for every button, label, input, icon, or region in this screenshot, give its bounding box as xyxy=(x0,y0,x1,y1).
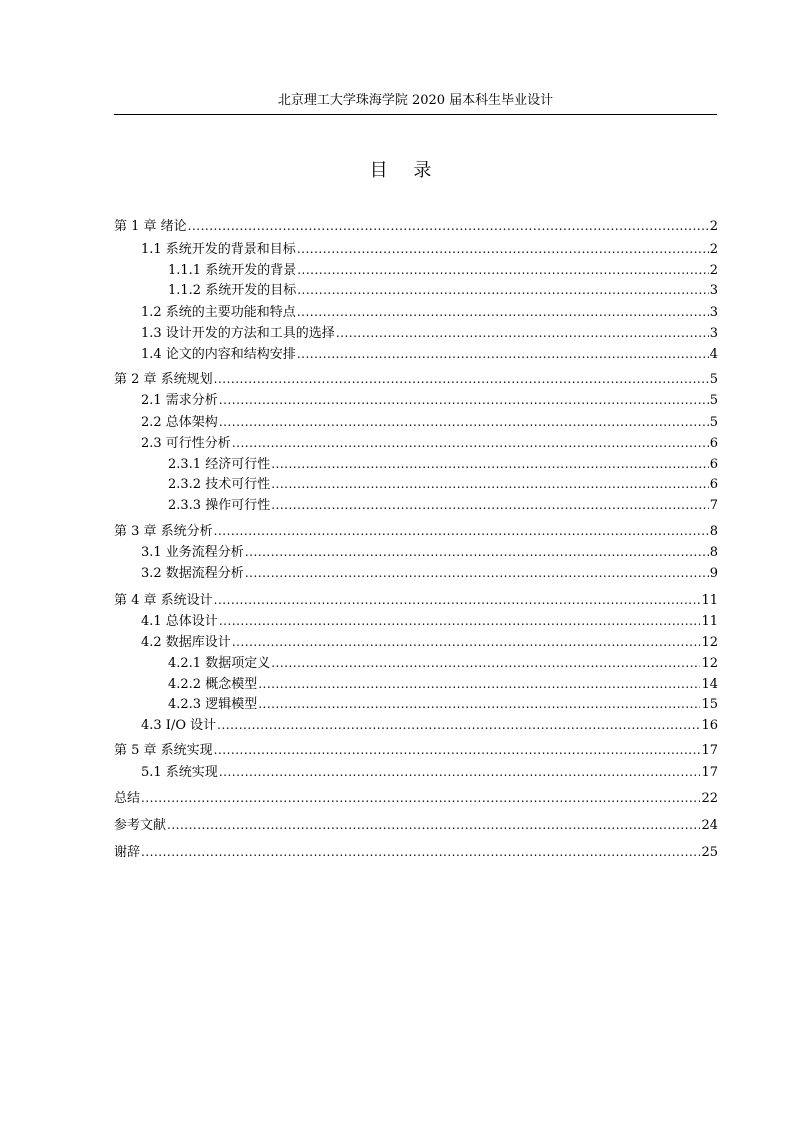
toc-page-number: 3 xyxy=(709,326,718,341)
toc-entry[interactable] xyxy=(114,740,718,760)
toc-entry-label: 4.2.3 逻辑模型 xyxy=(168,697,258,712)
toc-entry-label: 第 3 章 系统分析 xyxy=(114,524,213,539)
toc-dot-leader xyxy=(214,740,701,760)
toc-dot-leader xyxy=(297,239,709,259)
toc-page-number: 12 xyxy=(701,635,718,650)
toc-page-number: 9 xyxy=(709,566,718,581)
toc-entry[interactable] xyxy=(141,302,718,322)
toc-page-number: 5 xyxy=(709,393,718,408)
toc-dot-leader xyxy=(141,788,700,808)
toc-dot-leader xyxy=(258,674,700,694)
toc-entry[interactable] xyxy=(114,521,718,541)
toc-page-number: 6 xyxy=(709,457,718,472)
toc-entry[interactable] xyxy=(141,611,718,631)
toc-entry-label: 1.2 系统的主要功能和特点 xyxy=(141,305,296,320)
toc-page-number: 3 xyxy=(709,305,718,320)
toc-dot-leader xyxy=(141,842,700,862)
toc-entry[interactable] xyxy=(168,260,718,280)
toc-dot-leader xyxy=(297,260,709,280)
toc-entry-label: 4.3 I/O 设计 xyxy=(141,718,217,733)
toc-dot-leader xyxy=(271,474,709,494)
toc-dot-leader xyxy=(214,369,709,389)
toc-page-number: 4 xyxy=(709,347,718,362)
toc-entry[interactable] xyxy=(114,815,718,835)
toc-page-number: 3 xyxy=(709,283,718,298)
toc-dot-leader xyxy=(297,344,709,364)
toc-page-number: 8 xyxy=(709,545,718,560)
toc-entry[interactable] xyxy=(141,433,718,453)
toc-page-number: 12 xyxy=(701,656,718,671)
toc-title: 目 录 xyxy=(369,160,442,181)
toc-entry-label: 2.3.3 操作可行性 xyxy=(168,498,271,513)
toc-entry-label: 4.2 数据库设计 xyxy=(141,635,231,650)
toc-page-number: 22 xyxy=(701,791,718,806)
toc-entry[interactable] xyxy=(141,412,718,432)
toc-dot-leader xyxy=(245,563,709,583)
toc-entry[interactable] xyxy=(141,239,718,259)
toc-dot-leader xyxy=(297,280,709,300)
toc-page-number: 2 xyxy=(709,242,718,257)
toc-dot-leader xyxy=(297,302,709,322)
toc-entry[interactable] xyxy=(141,344,718,364)
toc-dot-leader xyxy=(271,454,709,474)
toc-entry-label: 3.2 数据流程分析 xyxy=(141,566,244,581)
toc-entry[interactable] xyxy=(168,280,718,300)
toc-entry[interactable] xyxy=(141,542,718,562)
toc-page-number: 11 xyxy=(701,593,718,608)
toc-entry-label: 1.3 设计开发的方法和工具的选择 xyxy=(141,326,335,341)
toc-dot-leader xyxy=(188,216,709,236)
toc-page-number: 6 xyxy=(709,477,718,492)
toc-entry-label: 2.2 总体架构 xyxy=(141,415,218,430)
toc-entry-label: 1.4 论文的内容和结构安排 xyxy=(141,347,296,362)
toc-page-number: 7 xyxy=(709,498,718,513)
toc-entry-label: 2.3.2 技术可行性 xyxy=(168,477,271,492)
toc-dot-leader xyxy=(219,611,701,631)
toc-dot-leader xyxy=(258,694,700,714)
toc-entry[interactable] xyxy=(168,653,718,673)
toc-entry[interactable] xyxy=(114,842,718,862)
toc-entry-label: 4.2.2 概念模型 xyxy=(168,677,258,692)
toc-dot-leader xyxy=(245,542,709,562)
toc-entry-label: 2.1 需求分析 xyxy=(141,393,218,408)
toc-entry-label: 谢辞 xyxy=(114,845,141,860)
toc-entry-label: 总结 xyxy=(114,791,141,806)
toc-entry-label: 第 2 章 系统规划 xyxy=(114,372,213,387)
toc-entry-label: 4.1 总体设计 xyxy=(141,614,218,629)
toc-dot-leader xyxy=(214,590,701,610)
toc-page-number: 2 xyxy=(709,263,718,278)
toc-page-number: 11 xyxy=(701,614,718,629)
toc-dot-leader xyxy=(336,323,709,343)
toc-entry-label: 1.1 系统开发的背景和目标 xyxy=(141,242,296,257)
toc-entry-label: 第 4 章 系统设计 xyxy=(114,593,213,608)
toc-page-number: 15 xyxy=(701,697,718,712)
toc-entry[interactable] xyxy=(114,216,718,236)
toc-dot-leader xyxy=(271,653,700,673)
toc-page-number: 17 xyxy=(701,743,718,758)
toc-entry[interactable] xyxy=(141,323,718,343)
toc-entry[interactable] xyxy=(141,390,718,410)
toc-entry[interactable] xyxy=(168,694,718,714)
toc-entry-label: 3.1 业务流程分析 xyxy=(141,545,244,560)
toc-page-number: 24 xyxy=(701,818,718,833)
toc-entry[interactable] xyxy=(114,590,718,610)
toc-entry-label: 1.1.2 系统开发的目标 xyxy=(168,283,297,298)
toc-entry[interactable] xyxy=(114,369,718,389)
toc-page-number: 14 xyxy=(701,677,718,692)
toc-entry[interactable] xyxy=(168,674,718,694)
toc-entry-label: 1.1.1 系统开发的背景 xyxy=(168,263,297,278)
toc-dot-leader xyxy=(271,495,709,515)
toc-page-number: 17 xyxy=(701,765,718,780)
toc-dot-leader xyxy=(219,390,709,410)
toc-entry[interactable] xyxy=(141,762,718,782)
toc-entry[interactable] xyxy=(168,474,718,494)
toc-dot-leader xyxy=(217,715,700,735)
toc-page-number: 8 xyxy=(709,524,718,539)
toc-entry-label: 参考文献 xyxy=(114,818,167,833)
toc-entry-label: 2.3.1 经济可行性 xyxy=(168,457,271,472)
toc-entry[interactable] xyxy=(168,495,718,515)
toc-entry-label: 5.1 系统实现 xyxy=(141,765,218,780)
toc-dot-leader xyxy=(232,632,701,652)
toc-entry-label: 第 1 章 绪论 xyxy=(114,219,187,234)
toc-dot-leader xyxy=(167,815,700,835)
toc-entry-label: 4.2.1 数据项定义 xyxy=(168,656,271,671)
toc-dot-leader xyxy=(214,521,709,541)
header-rule xyxy=(114,114,717,115)
toc-dot-leader xyxy=(232,433,709,453)
toc-entry[interactable] xyxy=(141,563,718,583)
running-header: 北京理工大学珠海学院 2020 届本科生毕业设计 xyxy=(277,93,554,108)
toc-page-number: 2 xyxy=(709,219,718,234)
toc-page-number: 6 xyxy=(709,436,718,451)
toc-page-number: 5 xyxy=(709,372,718,387)
toc-entry[interactable] xyxy=(141,715,718,735)
toc-page-number: 5 xyxy=(709,415,718,430)
toc-entry[interactable] xyxy=(168,454,718,474)
toc-page-number: 25 xyxy=(701,845,718,860)
toc-dot-leader xyxy=(219,762,701,782)
toc-entry-label: 2.3 可行性分析 xyxy=(141,436,231,451)
toc-entry[interactable] xyxy=(114,788,718,808)
toc-entry[interactable] xyxy=(141,632,718,652)
toc-dot-leader xyxy=(219,412,709,432)
toc-entry-label: 第 5 章 系统实现 xyxy=(114,743,213,758)
toc-page-number: 16 xyxy=(701,718,718,733)
